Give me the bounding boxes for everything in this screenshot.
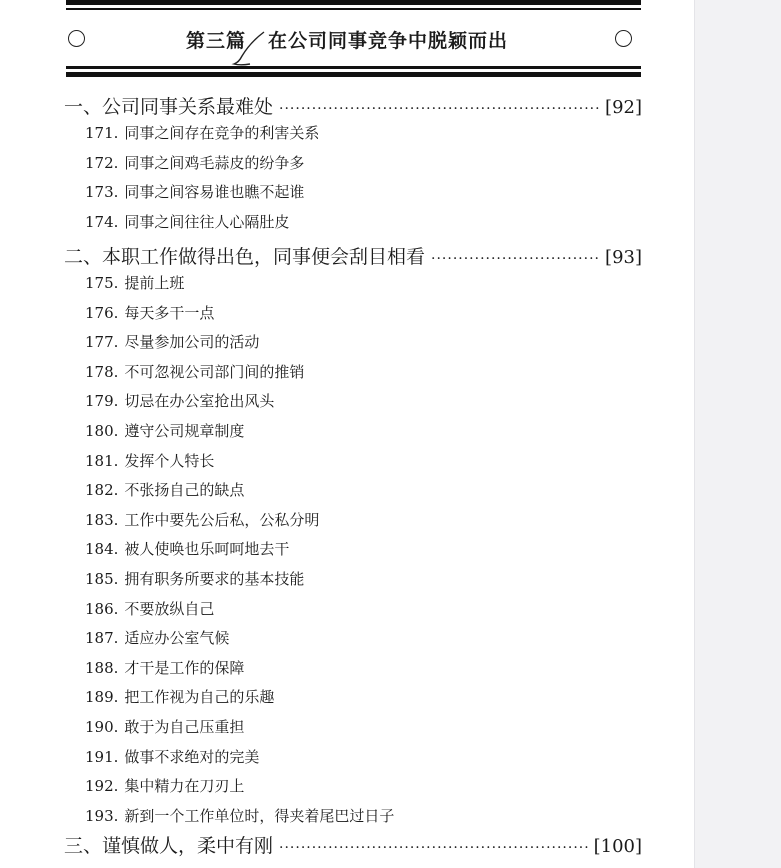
item-text: 做事不求绝对的完美 <box>124 747 260 766</box>
toc-item[interactable] <box>85 716 244 737</box>
item-number: 177. <box>85 333 119 352</box>
toc-item[interactable] <box>85 568 304 589</box>
item-text: 提前上班 <box>124 274 185 292</box>
toc-item[interactable] <box>85 390 274 411</box>
toc-item[interactable] <box>85 479 244 500</box>
leader-dots <box>279 840 588 856</box>
item-number: 182. <box>85 481 119 500</box>
toc-item[interactable] <box>85 509 319 530</box>
leader-dots <box>279 101 599 117</box>
handwritten-pen-mark <box>228 30 268 70</box>
item-number: 179. <box>85 392 119 411</box>
item-text: 同事之间容易谁也瞧不起谁 <box>124 183 305 202</box>
viewer-gutter <box>694 0 781 868</box>
bottom-rule-thick <box>66 72 641 77</box>
item-number: 172. <box>85 153 119 172</box>
item-text: 集中精力在刀刃上 <box>124 777 245 796</box>
bottom-rule-thin <box>66 66 641 69</box>
item-number: 190. <box>85 718 119 736</box>
section-page-number: [92] <box>605 97 642 118</box>
toc-item[interactable] <box>85 450 214 471</box>
leader-dots <box>431 251 599 267</box>
item-text: 每天多干一点 <box>124 303 215 322</box>
item-number: 184. <box>85 540 119 559</box>
section-page-number: [100] <box>593 836 642 857</box>
item-text: 新到一个工作单位时，得夹着尾巴过日子 <box>124 806 395 825</box>
item-number: 178. <box>85 362 119 381</box>
section-title: 二、本职工作做得出色，同事便会刮目相看 <box>64 246 426 268</box>
section-title: 三、谨慎做人，柔中有刚 <box>64 835 274 857</box>
item-number: 174. <box>85 212 119 231</box>
item-text: 不可忽视公司部门间的推销 <box>124 362 305 381</box>
top-rule-thick <box>66 0 641 5</box>
top-rule-thin <box>66 8 641 10</box>
item-text: 才干是工作的保障 <box>124 658 245 677</box>
item-text: 发挥个人特长 <box>124 451 215 470</box>
toc-item[interactable] <box>85 302 214 323</box>
section-title: 一、公司同事关系最难处 <box>64 96 274 118</box>
toc-item[interactable] <box>85 538 289 559</box>
item-text: 工作中要先公后私，公私分明 <box>124 510 320 529</box>
toc-item[interactable] <box>85 211 289 232</box>
item-number: 189. <box>85 688 119 707</box>
item-text: 遵守公司规章制度 <box>124 422 245 440</box>
item-text: 不张扬自己的缺点 <box>124 481 245 500</box>
toc-section[interactable] <box>64 831 642 858</box>
item-text: 敢于为自己压重担 <box>124 718 245 736</box>
item-number: 192. <box>85 777 119 796</box>
toc-section[interactable] <box>64 92 642 119</box>
item-text: 不要放纵自己 <box>124 599 215 618</box>
item-number: 193. <box>85 806 119 825</box>
part-heading <box>0 26 694 53</box>
toc-item[interactable] <box>85 420 244 441</box>
item-number: 173. <box>85 183 119 202</box>
item-number: 185. <box>85 570 119 588</box>
item-number: 176. <box>85 303 119 322</box>
part-title: 在公司同事竞争中脱颖而出 <box>268 30 509 52</box>
item-number: 171. <box>85 124 119 142</box>
item-number: 181. <box>85 451 119 470</box>
item-text: 切忌在办公室抢出风头 <box>124 392 275 411</box>
section-page-number: [93] <box>605 247 642 268</box>
toc-item[interactable] <box>85 598 214 619</box>
item-number: 188. <box>85 658 119 677</box>
toc-section[interactable] <box>64 242 642 269</box>
toc-item[interactable] <box>85 331 259 352</box>
part-label: 第三篇 <box>185 30 246 52</box>
toc-item[interactable] <box>85 775 244 796</box>
item-number: 183. <box>85 510 119 529</box>
toc-item[interactable] <box>85 361 304 382</box>
toc-item[interactable] <box>85 181 304 202</box>
item-text: 被人使唤也乐呵呵地去干 <box>124 540 290 559</box>
item-number: 175. <box>85 274 119 292</box>
toc-item[interactable] <box>85 686 274 707</box>
toc-item[interactable] <box>85 122 319 143</box>
item-text: 同事之间存在竞争的利害关系 <box>124 124 320 142</box>
item-number: 186. <box>85 599 119 618</box>
item-text: 把工作视为自己的乐趣 <box>124 688 275 707</box>
item-text: 适应办公室气候 <box>124 629 230 648</box>
toc-item[interactable] <box>85 805 394 826</box>
toc-item[interactable] <box>85 627 229 648</box>
toc-item[interactable] <box>85 152 304 173</box>
item-number: 180. <box>85 422 119 440</box>
toc-item[interactable] <box>85 657 244 678</box>
toc-item[interactable] <box>85 746 259 767</box>
toc-item[interactable] <box>85 272 184 293</box>
item-text: 同事之间鸡毛蒜皮的纷争多 <box>124 153 305 172</box>
item-number: 187. <box>85 629 119 648</box>
item-text: 同事之间往往人心隔肚皮 <box>124 212 290 231</box>
item-text: 拥有职务所要求的基本技能 <box>124 570 305 588</box>
item-text: 尽量参加公司的活动 <box>124 333 260 352</box>
item-number: 191. <box>85 747 119 766</box>
